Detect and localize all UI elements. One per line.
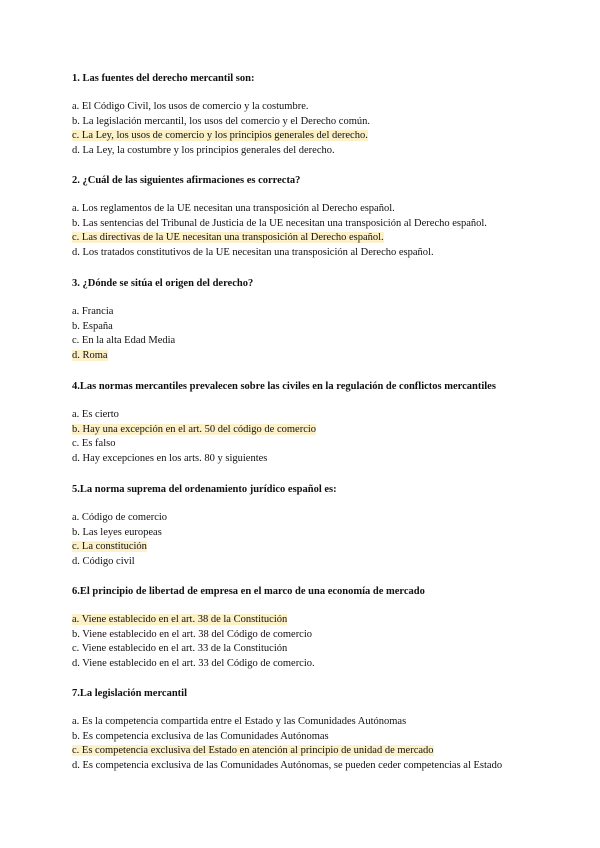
question-4: [72, 380, 542, 466]
question-1: [72, 72, 542, 158]
question-title: 5.La norma suprema del ordenamiento jurídico español es:: [72, 484, 337, 495]
option-c: c. La Ley, los usos de comercio y los principios generales del derecho.: [72, 130, 368, 142]
option-b: b. España: [72, 320, 113, 332]
option-c: c. Las directivas de la UE necesitan una transposición al Derecho español.: [72, 232, 384, 244]
option-a: a. Código de comercio: [72, 512, 168, 523]
option-d: d. La Ley, la costumbre y los principios generales del derecho.: [72, 144, 335, 156]
option-a: a. Es la competencia compartida entre el Estado y las Comunidades Autónomas: [72, 716, 407, 727]
option-b: b. Las sentencias del Tribunal de Justicia de la UE necesitan una transposición al Derecho español.: [72, 217, 487, 229]
question-title: 2. ¿Cuál de las siguientes afirmaciones es correcta?: [72, 175, 301, 186]
option-a: a. Los reglamentos de la UE necesitan una transposición al Derecho español.: [72, 203, 395, 214]
question-5: [72, 483, 542, 569]
option-a: a. Es cierto: [72, 409, 119, 420]
option-a: a. Viene establecido en el art. 38 de la Constitución: [72, 614, 288, 625]
question-title: 4.Las normas mercantiles prevalecen sobre las civiles en la regulación de conflictos mercantiles: [72, 381, 496, 392]
option-d: d. Roma: [72, 349, 108, 361]
option-b: b. Es competencia exclusiva de las Comunidades Autónomas: [72, 730, 329, 742]
question-title: 7.La legislación mercantil: [72, 688, 188, 699]
option-d: d. Los tratados constitutivos de la UE necesitan una transposición al Derecho español.: [72, 246, 434, 258]
option-c: c. Es falso: [72, 438, 116, 450]
option-b: b. Las leyes europeas: [72, 526, 162, 538]
option-b: b. La legislación mercantil, los usos del comercio y el Derecho común.: [72, 115, 370, 127]
question-2: [72, 174, 542, 260]
option-a: a. El Código Civil, los usos de comercio y la costumbre.: [72, 101, 309, 112]
option-c: c. Viene establecido en el art. 33 de la Constitución: [72, 643, 288, 655]
option-d: d. Es competencia exclusiva de las Comunidades Autónomas, se pueden ceder competencias al Estado: [72, 759, 503, 771]
option-b: b. Viene establecido en el art. 38 del Código de comercio: [72, 628, 313, 640]
option-a: a. Francia: [72, 306, 114, 317]
option-c: c. La constitución: [72, 541, 147, 553]
question-3: [72, 277, 542, 363]
question-title: 3. ¿Dónde se sitúa el origen del derecho?: [72, 278, 254, 289]
option-c: c. En la alta Edad Media: [72, 335, 176, 347]
option-c: c. Es competencia exclusiva del Estado en atención al principio de unidad de mercado: [72, 745, 434, 757]
question-7: [72, 687, 542, 773]
question-title: 6.El principio de libertad de empresa en el marco de una economía de mercado: [72, 586, 425, 597]
option-d: d. Hay excepciones en los arts. 80 y siguientes: [72, 452, 268, 464]
question-6: [72, 585, 542, 671]
option-d: d. Código civil: [72, 555, 135, 567]
question-title: 1. Las fuentes del derecho mercantil son:: [72, 73, 255, 84]
option-b: b. Hay una excepción en el art. 50 del código de comercio: [72, 423, 317, 435]
option-d: d. Viene establecido en el art. 33 del Código de comercio.: [72, 657, 315, 669]
